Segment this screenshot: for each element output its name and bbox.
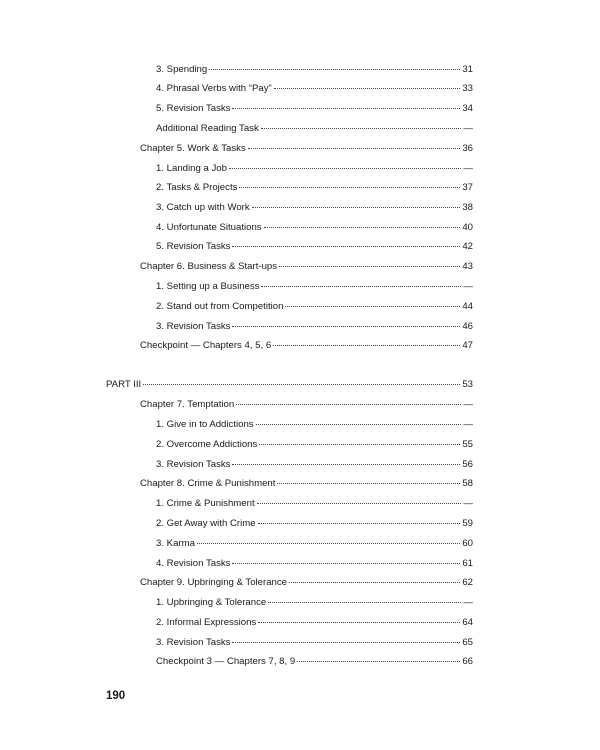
toc-entry [156, 558, 473, 570]
toc-entry-page: 62 [462, 577, 473, 588]
dot-leader [256, 424, 461, 425]
toc-entry-label: 3. Karma [156, 538, 195, 549]
toc-entry-page: 55 [462, 439, 473, 450]
toc-entry-label: 3. Revision Tasks [156, 321, 231, 332]
dot-leader [261, 286, 461, 287]
toc-entry-label: 1. Landing a Job [156, 163, 227, 174]
dot-leader [279, 266, 460, 267]
dot-leader [232, 246, 460, 247]
toc-entry-page: — [463, 123, 473, 134]
toc-entry-page: 44 [462, 301, 473, 312]
dot-leader [248, 148, 461, 149]
toc-entry-page: 56 [462, 459, 473, 470]
toc-entry-label: Checkpoint — Chapters 4, 5, 6 [140, 340, 272, 351]
toc-entry-label: 1. Crime & Punishment [156, 498, 255, 509]
toc-entry-page: — [463, 399, 473, 410]
dot-leader [289, 582, 460, 583]
dot-leader [232, 563, 460, 564]
toc-chapter-entry [140, 261, 473, 273]
toc-entry-page: — [463, 281, 473, 292]
page-number: 190 [106, 690, 126, 702]
toc-entry-page: — [463, 597, 473, 608]
toc-part-entry [106, 379, 473, 391]
toc-entry-page: 64 [462, 617, 473, 628]
toc-entry [156, 123, 473, 135]
toc-entry-page: 37 [462, 182, 473, 193]
dot-leader [273, 345, 460, 346]
dot-leader [274, 88, 461, 89]
dot-leader [232, 108, 460, 109]
dot-leader [285, 306, 460, 307]
toc-entry-page: 61 [462, 558, 473, 569]
toc-entry [156, 419, 473, 431]
toc-entry-label: 3. Revision Tasks [156, 637, 231, 648]
toc-entry-label: Chapter 7. Temptation [140, 399, 235, 410]
dot-leader [232, 464, 460, 465]
dot-leader [236, 404, 461, 405]
toc-entry-label: 5. Revision Tasks [156, 103, 231, 114]
toc-entry [156, 182, 473, 194]
toc-entry-page: 58 [462, 478, 473, 489]
toc-checkpoint-entry [156, 656, 473, 668]
toc-entry [156, 617, 473, 629]
toc-entry-label: 2. Informal Expressions [156, 617, 257, 628]
toc-entry [156, 459, 473, 471]
toc-entry-page: 42 [462, 241, 473, 252]
toc-entry-page: 34 [462, 103, 473, 114]
toc-entry [156, 241, 473, 253]
dot-leader [268, 602, 461, 603]
toc-entry [156, 64, 473, 76]
dot-leader [209, 69, 460, 70]
dot-leader [257, 503, 461, 504]
toc-entry-label: 4. Phrasal Verbs with “Pay” [156, 83, 272, 94]
toc-entry-label: PART III [106, 379, 142, 390]
toc-entry-page: 33 [462, 83, 473, 94]
toc-entry-label: 5. Revision Tasks [156, 241, 231, 252]
toc-entry-label: 4. Unfortunate Situations [156, 222, 262, 233]
toc-entry-page: 36 [462, 143, 473, 154]
toc-entry [156, 163, 473, 175]
toc-entry [156, 222, 473, 234]
toc-entry-page: 43 [462, 261, 473, 272]
toc-entry-page: 60 [462, 538, 473, 549]
toc-entry [156, 321, 473, 333]
dot-leader [229, 168, 461, 169]
toc-entry-label: 2. Stand out from Competition [156, 301, 284, 312]
dot-leader [232, 642, 460, 643]
toc-entry-label: 2. Overcome Addictions [156, 439, 258, 450]
toc-entry-page: 47 [462, 340, 473, 351]
dot-leader [258, 622, 460, 623]
toc-entry-label: Checkpoint 3 — Chapters 7, 8, 9 [156, 656, 296, 667]
toc-entry [156, 597, 473, 609]
dot-leader [277, 483, 460, 484]
toc-entry-label: 1. Setting up a Business [156, 281, 260, 292]
toc-entry-label: Additional Reading Task [156, 123, 259, 134]
toc-entry-page: — [463, 498, 473, 509]
toc-entry-page: — [463, 163, 473, 174]
toc-entry [156, 301, 473, 313]
toc-entry [156, 637, 473, 649]
toc-entry-label: Chapter 9. Upbringing & Tolerance [140, 577, 288, 588]
toc-chapter-entry [140, 143, 473, 155]
toc-entry-page: 66 [462, 656, 473, 667]
toc-entry-label: 2. Get Away with Crime [156, 518, 256, 529]
toc-entry-page: 65 [462, 637, 473, 648]
dot-leader [259, 444, 460, 445]
toc-entry-page: 38 [462, 202, 473, 213]
toc-entry [156, 538, 473, 550]
dot-leader [297, 661, 460, 662]
toc-entry-label: 1. Give in to Addictions [156, 419, 254, 430]
toc-entry-page: 53 [462, 379, 473, 390]
toc-entry-page: 31 [462, 64, 473, 75]
toc-entry [156, 83, 473, 95]
dot-leader [261, 128, 461, 129]
toc-entry [156, 281, 473, 293]
toc-entry-page: — [463, 419, 473, 430]
toc-chapter-entry [140, 478, 473, 490]
dot-leader [239, 187, 460, 188]
toc-entry [156, 202, 473, 214]
toc-entry-page: 40 [462, 222, 473, 233]
toc-entry-label: 3. Revision Tasks [156, 459, 231, 470]
toc-entry-label: Chapter 8. Crime & Punishment [140, 478, 276, 489]
toc-chapter-entry [140, 399, 473, 411]
toc-entry-page: 46 [462, 321, 473, 332]
toc-entry-label: 4. Revision Tasks [156, 558, 231, 569]
dot-leader [264, 227, 461, 228]
dot-leader [258, 523, 461, 524]
toc-entry-page: 59 [462, 518, 473, 529]
toc-checkpoint-entry [140, 340, 473, 352]
toc-entry-label: Chapter 5. Work & Tasks [140, 143, 246, 154]
dot-leader [252, 207, 461, 208]
toc-entry-label: 3. Spending [156, 64, 208, 75]
toc-entry-label: 3. Catch up with Work [156, 202, 250, 213]
dot-leader [232, 326, 460, 327]
toc-entry-label: Chapter 6. Business & Start-ups [140, 261, 278, 272]
dot-leader [143, 384, 460, 385]
dot-leader [197, 543, 460, 544]
toc-entry [156, 498, 473, 510]
toc-entry [156, 103, 473, 115]
toc-entry-label: 2. Tasks & Projects [156, 182, 238, 193]
toc-chapter-entry [140, 577, 473, 589]
toc-entry-label: 1. Upbringing & Tolerance [156, 597, 267, 608]
toc-entry [156, 518, 473, 530]
toc-entry [156, 439, 473, 451]
